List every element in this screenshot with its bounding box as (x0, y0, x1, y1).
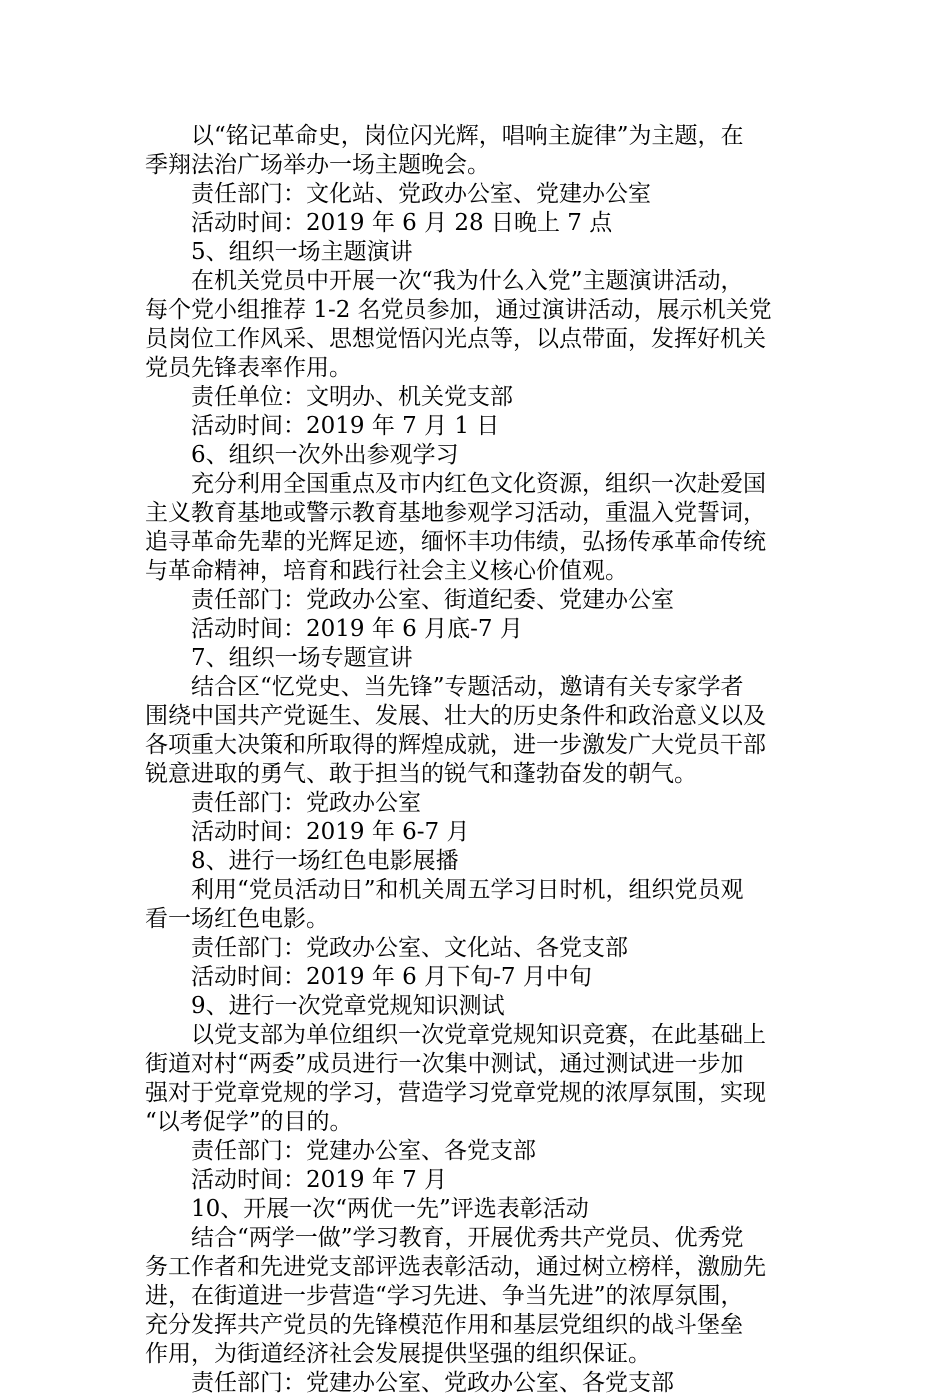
text-line: 以党支部为单位组织一次党章党规知识竞赛，在此基础上 (191, 1022, 766, 1048)
text-line: 活动时间：2019 年 6-7 月 (191, 819, 470, 845)
text-line: 充分利用全国重点及市内红色文化资源，组织一次赴爱国 (191, 471, 766, 497)
text-line: 活动时间：2019 年 7 月 1 日 (191, 413, 500, 439)
text-line: 进，在街道进一步营造“学习先进、争当先进”的浓厚氛围， (145, 1283, 744, 1309)
text-line: 责任部门：党建办公室、各党支部 (191, 1138, 536, 1164)
text-line: 以“铭记革命史，岗位闪光辉，唱响主旋律”为主题，在 (191, 123, 744, 149)
text-line: 作用，为街道经济社会发展提供坚强的组织保证。 (145, 1341, 651, 1367)
text-line: 务工作者和先进党支部评选表彰活动，通过树立榜样，激励先 (145, 1254, 766, 1280)
text-line: 活动时间：2019 年 6 月下旬-7 月中旬 (191, 964, 592, 990)
text-line: 责任部门：党建办公室、党政办公室、各党支部 (191, 1370, 674, 1396)
text-line: 结合区“忆党史、当先锋”专题活动，邀请有关专家学者 (191, 674, 744, 700)
text-line: 各项重大决策和所取得的辉煌成就，进一步激发广大党员干部 (145, 732, 766, 758)
text-line: 与革命精神，培育和践行社会主义核心价值观。 (145, 558, 628, 584)
text-line: 责任部门：党政办公室、文化站、各党支部 (191, 935, 628, 961)
text-line: 活动时间：2019 年 6 月 28 日晚上 7 点 (191, 210, 613, 236)
text-line: 利用“党员活动日”和机关周五学习日时机，组织党员观 (191, 877, 744, 903)
text-line: 6、组织一次外出参观学习 (191, 442, 459, 468)
text-line: 员岗位工作风采、思想觉悟闪光点等，以点带面，发挥好机关 (145, 326, 766, 352)
text-line: 充分发挥共产党员的先锋模范作用和基层党组织的战斗堡垒 (145, 1312, 743, 1338)
text-line: 强对于党章党规的学习，营造学习党章党规的浓厚氛围，实现 (145, 1080, 766, 1106)
text-line: 追寻革命先辈的光辉足迹，缅怀丰功伟绩，弘扬传承革命传统 (145, 529, 766, 555)
text-line: 责任部门：党政办公室 (191, 790, 421, 816)
text-line: 责任部门：文化站、党政办公室、党建办公室 (191, 181, 651, 207)
text-line: 围绕中国共产党诞生、发展、壮大的历史条件和政治意义以及 (145, 703, 766, 729)
text-line: 党员先锋表率作用。 (145, 355, 352, 381)
text-line: 街道对村“两委”成员进行一次集中测试，通过测试进一步加 (145, 1051, 744, 1077)
text-line: 结合“两学一做”学习教育，开展优秀共产党员、优秀党 (191, 1225, 744, 1251)
text-line: 责任部门：党政办公室、街道纪委、党建办公室 (191, 587, 674, 613)
text-line: 9、进行一次党章党规知识测试 (191, 993, 505, 1019)
text-line: 10、开展一次“两优一先”评选表彰活动 (191, 1196, 589, 1222)
text-line: 责任单位：文明办、机关党支部 (191, 384, 513, 410)
text-line: “以考促学”的目的。 (145, 1109, 353, 1135)
text-line: 季翔法治广场举办一场主题晚会。 (145, 152, 490, 178)
text-line: 锐意进取的勇气、敢于担当的锐气和蓬勃奋发的朝气。 (145, 761, 697, 787)
text-line: 看一场红色电影。 (145, 906, 329, 932)
text-line: 活动时间：2019 年 7 月 (191, 1167, 448, 1193)
text-line: 每个党小组推荐 1-2 名党员参加，通过演讲活动，展示机关党 (145, 297, 772, 323)
text-line: 活动时间：2019 年 6 月底-7 月 (191, 616, 523, 642)
text-line: 7、组织一场专题宣讲 (191, 645, 413, 671)
text-line: 在机关党员中开展一次“我为什么入党”主题演讲活动， (191, 268, 744, 294)
text-line: 8、进行一场红色电影展播 (191, 848, 459, 874)
text-line: 5、组织一场主题演讲 (191, 239, 413, 265)
text-line: 主义教育基地或警示教育基地参观学习活动，重温入党誓词， (145, 500, 766, 526)
document-body (145, 122, 805, 1398)
